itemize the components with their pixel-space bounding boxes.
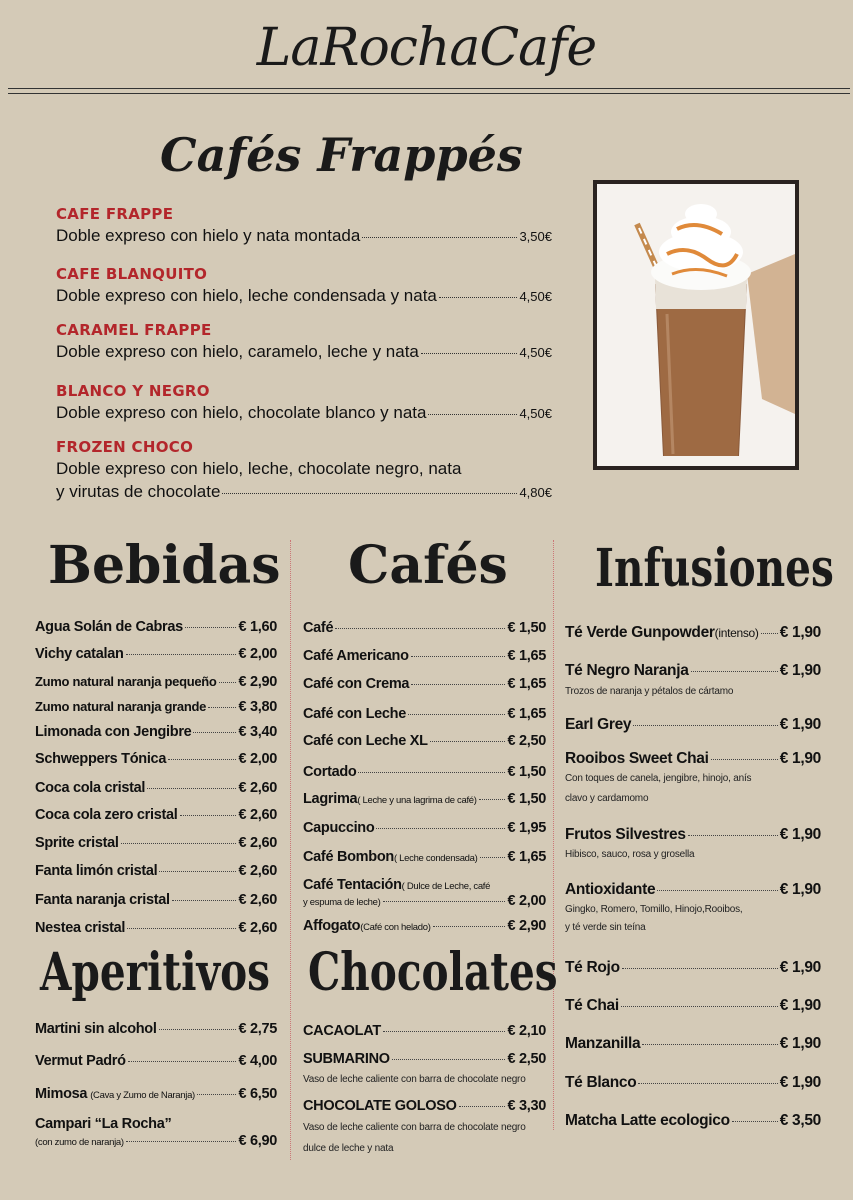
item-note: ( Dulce de Leche, café <box>401 881 491 892</box>
menu-row <box>303 849 546 865</box>
menu-row <box>303 706 546 722</box>
cafes-title: Cafés <box>348 535 508 596</box>
item-name: Café Bombon <box>303 849 394 865</box>
frappe-price: 3,50€ <box>519 229 552 244</box>
menu-row <box>35 1133 277 1149</box>
item-name: Té Chai <box>565 997 619 1014</box>
item-name: Affogato <box>303 918 361 934</box>
item-name: Té Verde Gunpowder <box>565 624 715 641</box>
item-name: Manzanilla <box>565 1035 641 1052</box>
frappe-price: 4,50€ <box>519 289 552 304</box>
item-name: Café <box>303 620 334 636</box>
item-description: y té verde sin teína <box>565 922 646 933</box>
menu-row <box>565 959 821 977</box>
item-description: Trozos de naranja y pétalos de cártamo <box>565 686 734 697</box>
frappe-name: CARAMEL FRAPPE <box>56 321 212 339</box>
item-price: € 2,60 <box>238 920 277 936</box>
item-name: CHOCOLATE GOLOSO <box>303 1098 457 1114</box>
item-price: € 2,60 <box>238 835 277 851</box>
item-name: Fanta limón cristal <box>35 863 158 879</box>
item-note: (Café con helado) <box>360 922 431 933</box>
item-name: Café con Leche <box>303 706 406 722</box>
menu-row <box>565 881 821 899</box>
item-name: Agua Solán de Cabras <box>35 619 183 635</box>
item-name: CACAOLAT <box>303 1023 381 1039</box>
item-name: Coca cola cristal <box>35 780 146 796</box>
item-price: € 3,40 <box>238 724 277 740</box>
item-name: Vermut Padró <box>35 1053 126 1069</box>
item-name: Nestea cristal <box>35 920 126 936</box>
item-price: € 1,50 <box>507 620 546 636</box>
frappe-desc: Doble expreso con hielo, chocolate blanco y nata <box>56 403 427 422</box>
menu-row <box>303 877 546 893</box>
item-price: € 2,00 <box>238 646 277 662</box>
item-price: € 3,50 <box>779 1112 821 1129</box>
frappe-item <box>56 205 552 246</box>
menu-row <box>565 624 821 642</box>
menu-row <box>35 863 277 879</box>
item-price: € 1,90 <box>779 1074 821 1091</box>
item-price: € 3,80 <box>238 699 277 715</box>
item-price: € 2,90 <box>507 918 546 934</box>
item-price: € 2,60 <box>238 780 277 796</box>
item-name: Frutos Silvestres <box>565 826 686 843</box>
item-price: € 2,50 <box>507 1051 546 1067</box>
item-name: Cortado <box>303 764 357 780</box>
item-price: € 1,95 <box>507 820 546 836</box>
frappe-name: CAFE BLANQUITO <box>56 265 208 283</box>
frappe-desc: Doble expreso con hielo, caramelo, leche y nata <box>56 342 419 361</box>
item-name: Antioxidante <box>565 881 656 898</box>
frappe-name: FROZEN CHOCO <box>56 438 194 456</box>
item-name: Café con Crema <box>303 676 410 692</box>
frappe-price: 4,80€ <box>519 485 552 500</box>
item-price: € 1,65 <box>507 706 546 722</box>
item-description: Vaso de leche caliente con barra de chocolate negro <box>303 1122 526 1133</box>
frappe-desc-line2: y virutas de chocolate <box>56 482 221 501</box>
menu-row <box>303 1098 546 1114</box>
item-price: € 1,90 <box>779 662 821 679</box>
item-price: € 1,90 <box>779 1035 821 1052</box>
item-price: € 6,90 <box>238 1133 277 1149</box>
menu-row <box>303 820 546 836</box>
item-price: € 2,00 <box>238 751 277 767</box>
item-name: Vichy catalan <box>35 646 124 662</box>
menu-row <box>35 1021 277 1037</box>
item-price: € 1,90 <box>779 997 821 1014</box>
item-name: Lagrima <box>303 791 358 807</box>
item-name: Mimosa <box>35 1086 88 1102</box>
item-description: dulce de leche y nata <box>303 1143 394 1154</box>
frappes-title: Cafés Frappés <box>160 128 523 182</box>
frappe-name: BLANCO Y NEGRO <box>56 382 210 400</box>
item-price: € 2,10 <box>507 1023 546 1039</box>
menu-row <box>303 764 546 780</box>
menu-row <box>565 662 821 680</box>
menu-row <box>35 646 277 662</box>
item-price: € 2,75 <box>238 1021 277 1037</box>
item-name: Café Americano <box>303 648 409 664</box>
item-price: € 1,90 <box>779 826 821 843</box>
item-price: € 4,00 <box>238 1053 277 1069</box>
frappe-photo <box>593 180 799 470</box>
item-price: € 1,65 <box>507 676 546 692</box>
frappe-item <box>56 438 552 502</box>
frappe-desc: Doble expreso con hielo, leche, chocolate negro, nata <box>56 459 462 478</box>
item-name: Capuccino <box>303 820 375 836</box>
item-name: Coca cola zero cristal <box>35 807 178 823</box>
item-name: SUBMARINO <box>303 1051 390 1067</box>
frappe-price: 4,50€ <box>519 345 552 360</box>
menu-row <box>303 791 546 807</box>
menu-row <box>303 620 546 636</box>
item-price: € 1,90 <box>779 750 821 767</box>
menu-row <box>565 716 821 734</box>
item-name: Té Rojo <box>565 959 620 976</box>
item-price: € 1,65 <box>507 849 546 865</box>
menu-row <box>303 1051 546 1067</box>
menu-row <box>565 1074 821 1092</box>
frappe-desc: Doble expreso con hielo, leche condensada y nata <box>56 286 437 305</box>
frappe-item <box>56 321 552 362</box>
chocolates-title: Chocolates <box>308 942 558 1003</box>
item-name: Té Blanco <box>565 1074 637 1091</box>
menu-row <box>565 1112 821 1130</box>
bebidas-title: Bebidas <box>48 535 281 596</box>
item-price: € 2,00 <box>507 893 546 909</box>
item-name: Sprite cristal <box>35 835 119 851</box>
item-note: (con zumo de naranja) <box>35 1137 124 1148</box>
item-name: Campari “La Rocha” <box>35 1116 172 1132</box>
item-name: Café Tentación <box>303 877 402 893</box>
item-description: Vaso de leche caliente con barra de chocolate negro <box>303 1074 526 1085</box>
item-price: € 1,60 <box>238 619 277 635</box>
item-name: Zumo natural naranja grande <box>35 699 207 714</box>
item-note: ( Leche y una lagrima de café) <box>357 795 477 806</box>
menu-row <box>35 835 277 851</box>
menu-row <box>35 699 277 715</box>
header-rule-bottom <box>8 93 850 94</box>
menu-row <box>35 1053 277 1069</box>
menu-row <box>565 826 821 844</box>
item-description: clavo y cardamomo <box>565 793 649 804</box>
menu-row <box>35 619 277 635</box>
item-price: € 3,30 <box>507 1098 546 1114</box>
item-name: Té Negro Naranja <box>565 662 689 679</box>
item-name: Matcha Latte ecologico <box>565 1112 730 1129</box>
menu-row <box>303 918 546 934</box>
menu-row <box>303 733 546 749</box>
item-price: € 1,90 <box>779 716 821 733</box>
item-name: Earl Grey <box>565 716 632 733</box>
menu-row <box>35 920 277 936</box>
item-note: y espuma de leche) <box>303 897 381 908</box>
item-note: (Cava y Zumo de Naranja) <box>90 1090 195 1101</box>
item-price: € 1,90 <box>779 881 821 898</box>
menu-row <box>303 1023 546 1039</box>
column-divider-right <box>553 540 554 1130</box>
item-description: Con toques de canela, jengibre, hinojo, anís <box>565 773 752 784</box>
frappe-name: CAFE FRAPPE <box>56 205 174 223</box>
item-price: € 1,90 <box>779 959 821 976</box>
item-name: Martini sin alcohol <box>35 1021 157 1037</box>
brand-logo: LaRochaCafe <box>256 18 597 78</box>
menu-row <box>35 1086 277 1102</box>
item-description: Gingko, Romero, Tomillo, Hinojo,Rooibos, <box>565 904 743 915</box>
item-name: Limonada con Jengibre <box>35 724 192 740</box>
item-name: Café con Leche XL <box>303 733 428 749</box>
item-price: € 6,50 <box>238 1086 277 1102</box>
menu-row <box>303 648 546 664</box>
menu-row <box>35 751 277 767</box>
item-name: Fanta naranja cristal <box>35 892 170 908</box>
menu-row <box>35 892 277 908</box>
menu-row <box>35 674 277 690</box>
item-note: (intenso) <box>714 626 759 640</box>
item-note: ( Leche condensada) <box>393 853 478 864</box>
item-price: € 1,65 <box>507 648 546 664</box>
aperitivos-title: Aperitivos <box>40 942 271 1003</box>
header-rule-top <box>8 88 850 89</box>
item-price: € 1,50 <box>507 791 546 807</box>
infusiones-title: Infusiones <box>595 538 834 599</box>
item-name: Schweppers Tónica <box>35 751 167 767</box>
menu-row <box>35 780 277 796</box>
menu-row <box>565 750 821 768</box>
frappe-item <box>56 265 552 306</box>
item-price: € 2,60 <box>238 863 277 879</box>
menu-row <box>303 893 546 909</box>
item-name: Rooibos Sweet Chai <box>565 750 709 767</box>
item-price: € 2,60 <box>238 807 277 823</box>
item-price: € 2,90 <box>238 674 277 690</box>
menu-row <box>35 807 277 823</box>
item-description: Hibisco, sauco, rosa y grosella <box>565 849 695 860</box>
item-price: € 1,50 <box>507 764 546 780</box>
frappe-item <box>56 382 552 423</box>
item-name: Zumo natural naranja pequeño <box>35 674 217 689</box>
item-price: € 2,60 <box>238 892 277 908</box>
menu-row <box>35 724 277 740</box>
item-price: € 2,50 <box>507 733 546 749</box>
menu-row <box>565 997 821 1015</box>
menu-row <box>35 1116 277 1132</box>
menu-row <box>565 1035 821 1053</box>
menu-row <box>303 676 546 692</box>
frappe-price: 4,50€ <box>519 406 552 421</box>
frappe-desc: Doble expreso con hielo y nata montada <box>56 226 361 245</box>
column-divider-left <box>290 540 291 1160</box>
item-price: € 1,90 <box>779 624 821 641</box>
